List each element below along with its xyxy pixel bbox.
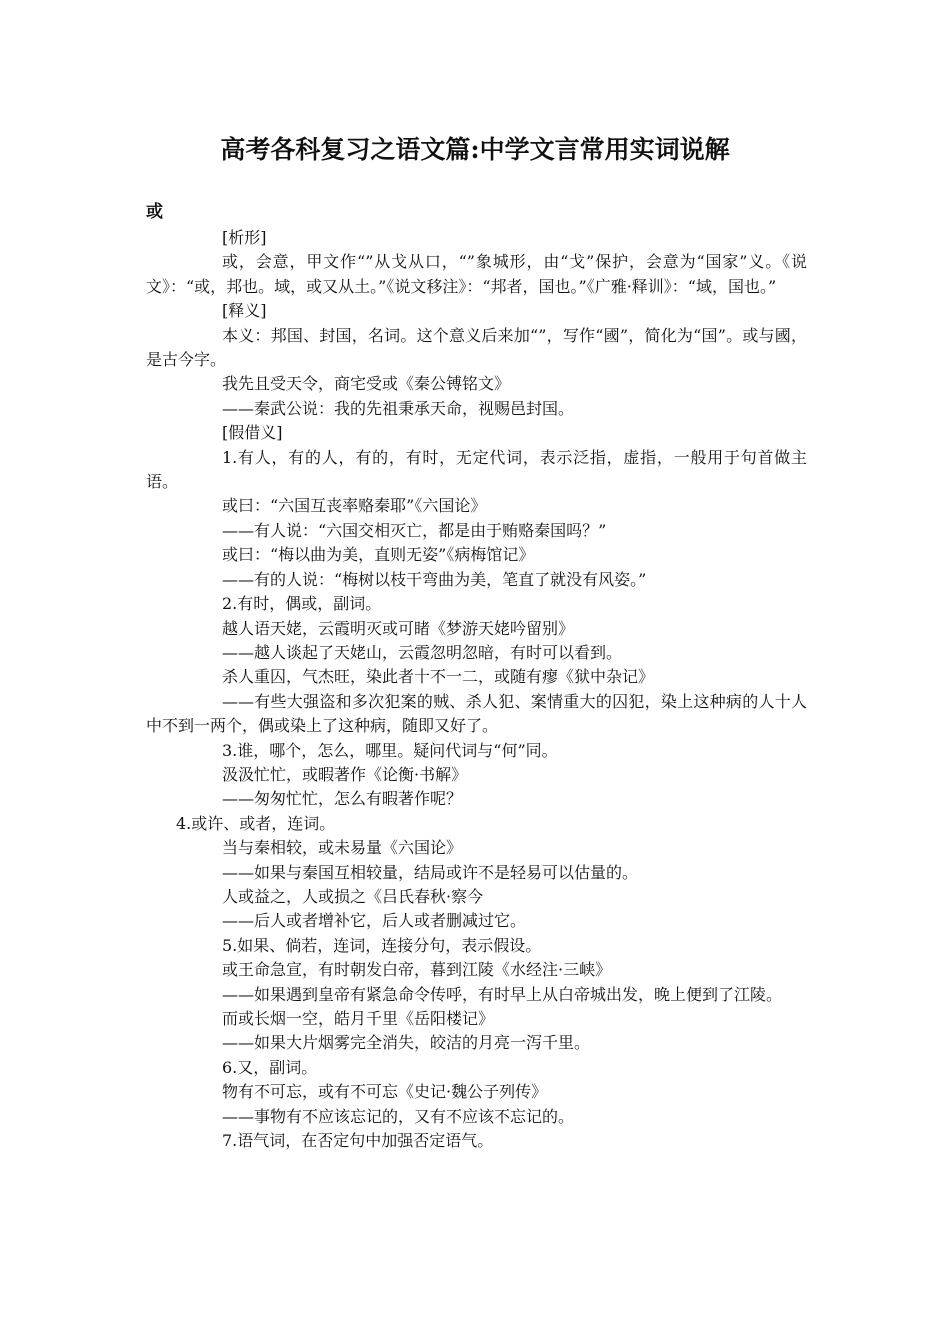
paragraph: 当与秦相较，或未易量《六国论》: [222, 838, 463, 858]
paragraph: 或曰：“梅以曲为美，直则无姿”《病梅馆记》: [222, 545, 535, 565]
entry-body: [146, 226, 807, 1153]
paragraph: ——如果遇到皇帝有紧急命令传呼，有时早上从白帝城出发，晚上便到了江陵。: [222, 984, 783, 1004]
paragraph: 物有不可忘，或有不可忘《史记·魏公子列传》: [222, 1082, 548, 1102]
paragraph: 7.语气词，在否定句中加强否定语气。: [222, 1131, 494, 1151]
entry-heading: 或: [146, 202, 163, 222]
paragraph: ——越人谈起了天姥山，云霞忽明忽暗，有时可以看到。: [222, 642, 623, 662]
paragraph: 汲汲忙忙，或暇著作《论衡·书解》: [222, 764, 468, 784]
paragraph: ——有些大强盗和多次犯案的贼、杀人犯、案情重大的囚犯，染上这种病的人十人中不到一两个，偶或染上了这种病，随即又好了。: [146, 691, 807, 736]
paragraph: 或王命急宣，有时朝发白帝，暮到江陵《水经注·三峡》: [222, 960, 612, 980]
paragraph: 4.或许、或者，连词。: [176, 813, 336, 833]
paragraph: 或曰：“六国互丧率赂秦耶”《六国论》: [222, 496, 487, 516]
paragraph: 我先且受天令，商宅受或《秦公镈铭文》: [222, 374, 511, 394]
paragraph: [假借义]: [222, 423, 283, 443]
paragraph: [释义]: [222, 301, 267, 321]
paragraph: 人或益之，人或损之《吕氏春秋·察今: [222, 886, 484, 906]
paragraph: ——如果与秦国互相较量，结局或许不是轻易可以估量的。: [222, 862, 639, 882]
paragraph: 杀人重囚，气杰旺，染此者十不一二，或随有瘳《狱中杂记》: [222, 667, 655, 687]
paragraph: ——匆匆忙忙，怎么有暇著作呢？: [222, 789, 463, 809]
paragraph: ——事物有不应该忘记的，又有不应该不忘记的。: [222, 1106, 575, 1126]
paragraph: 而或长烟一空，皓月千里《岳阳楼记》: [222, 1009, 495, 1028]
paragraph: 或，会意，甲文作“”从戈从口，“”象城形，由“戈”保护，会意为“国家”义。《说文》：“或，邦也。域，或又从土。”《说文移注》：“邦者，国也。”《广雅·释训》：“域，国也。”: [146, 252, 807, 296]
paragraph: 2.有时，偶或，副词。: [222, 594, 382, 614]
paragraph: ——后人或者增补它，后人或者删减过它。: [222, 911, 527, 931]
paragraph: 6.又，副词。: [222, 1057, 318, 1077]
paragraph: ——秦武公说：我的先祖秉承天命，视赐邑封国。: [222, 398, 575, 418]
paragraph: 本义：邦国、封国，名词。这个意义后来加“”，写作“國”，简化为“国”。或与國，是古今字。: [146, 325, 807, 370]
paragraph: 3.谁，哪个，怎么，哪里。疑问代词与“何”同。: [222, 740, 558, 760]
paragraph: [析形]: [222, 228, 267, 247]
paragraph: ——有人说：“六国交相灭亡，都是由于贿赂秦国吗？”: [222, 520, 607, 540]
paragraph: 越人语天姥，云霞明灭或可睹《梦游天姥吟留别》: [222, 618, 575, 638]
paragraph: 5.如果、倘若，连词，连接分句，表示假设。: [222, 935, 542, 955]
paragraph: 1.有人，有的人，有的，有时，无定代词，表示泛指，虚指，一般用于句首做主语。: [146, 447, 807, 492]
paragraph: ——有的人说：“梅树以枝干弯曲为美，笔直了就没有风姿。”: [222, 569, 647, 589]
paragraph: ——如果大片烟雾完全消失，皎洁的月亮一泻千里。: [222, 1033, 591, 1053]
document-title: 高考各科复习之语文篇:中学文言常用实词说解: [220, 135, 730, 164]
